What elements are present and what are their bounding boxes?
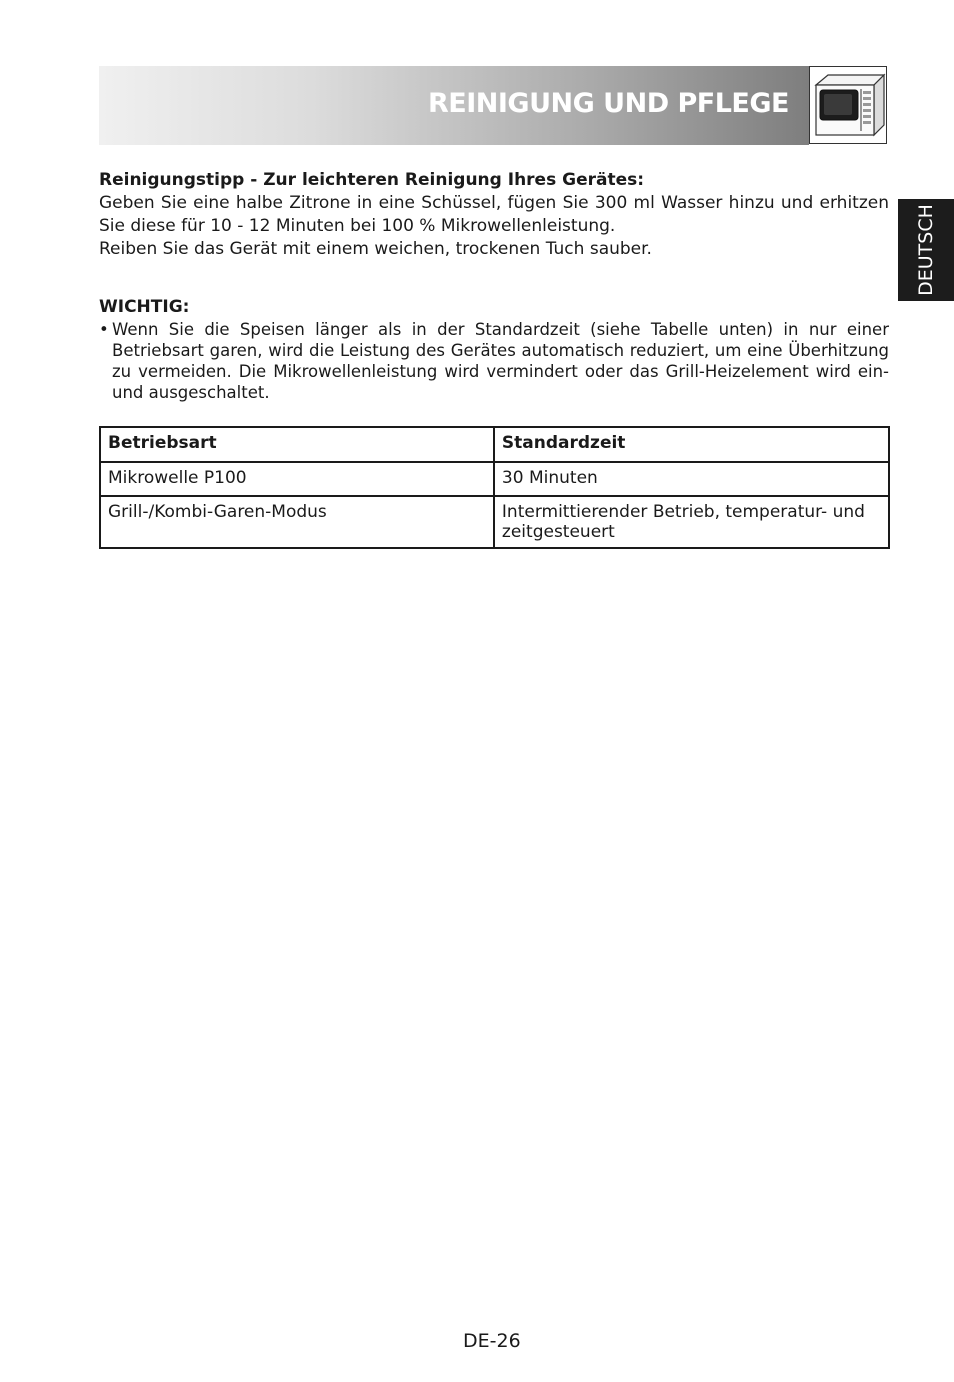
important-bullet: [99, 319, 889, 403]
table-row: [100, 496, 889, 548]
important-heading: WICHTIG:: [99, 297, 190, 317]
language-tab: [898, 199, 954, 301]
bullet-dot: •: [99, 320, 109, 339]
language-tab-label: DEUTSCH: [915, 204, 937, 296]
standard-time-table: [99, 426, 890, 549]
table-cell-time: Intermittierender Betrieb, temperatur- und zeitgesteuert: [494, 496, 889, 548]
important-note: [99, 296, 889, 403]
table-cell-time: 30 Minuten: [494, 462, 889, 496]
table-header-standard-time: Standardzeit: [494, 427, 889, 462]
page-number: DE-26: [463, 1330, 521, 1352]
cleaning-tip-text-2: Reiben Sie das Gerät mit einem weichen, trockenen Tuch sauber.: [99, 239, 652, 259]
table-row: [100, 462, 889, 496]
important-bullet-text: Wenn Sie die Speisen länger als in der Standardzeit (siehe Tabelle unten) in nur einer Betriebsart garen, wird die Leistung des Gerätes automatisch reduziert, um eine Überhitzung zu vermeiden. Die Mikrowellenleistung wird vermindert oder das Grill-Heizelement wird ein- und ausgeschaltet.: [112, 320, 889, 402]
table-header-mode: Betriebsart: [100, 427, 494, 462]
microwave-icon-graphic: [810, 67, 886, 143]
page-title: REINIGUNG UND PFLEGE: [428, 88, 789, 119]
cleaning-tip: [99, 169, 889, 261]
table-header-row: [100, 427, 889, 462]
header-bar: [99, 66, 809, 145]
cleaning-tip-text: Geben Sie eine halbe Zitrone in eine Schüssel, fügen Sie 300 ml Wasser hinzu und erhitzen Sie diese für 10 - 12 Minuten bei 100 % Mikrowellenleistung.: [99, 193, 889, 236]
table-cell-mode: Mikrowelle P100: [100, 462, 494, 496]
table-cell-mode: Grill-/Kombi-Garen-Modus: [100, 496, 494, 548]
cleaning-tip-heading: Reinigungstipp - Zur leichteren Reinigung Ihres Gerätes:: [99, 170, 645, 190]
microwave-icon: [809, 66, 887, 144]
